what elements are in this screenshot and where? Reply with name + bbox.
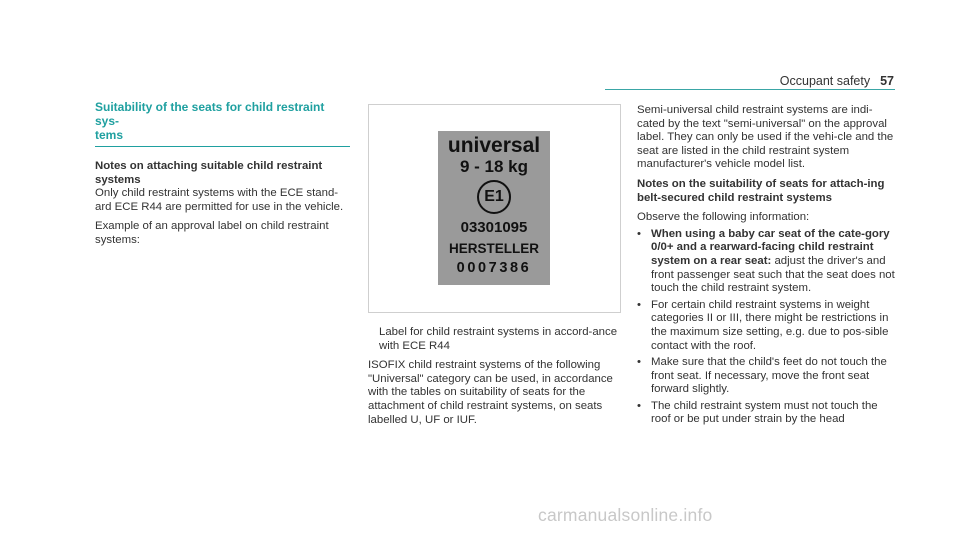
column-right [637,104,895,430]
watermark: carmanualsonline.info [538,505,713,525]
paragraph-isofix: ISOFIX child restraint systems of the following "Universal" category can be used, in accordance with the tables on suitability of seats for the attachment of child restraint systems, on seats labelled U, UF or IUF. [368,359,613,426]
subheading-belt-secured: Notes on the suitability of seats for attach-ing belt-secured child restraint systems [637,177,885,204]
list-item-text: adjust the driver's and front passenger seat such that the seat does not touch the child restraint system. [651,254,895,295]
column-middle [368,104,621,427]
label-manufacturer: HERSTELLER [448,241,539,256]
paragraph-ece-standard: Only child restraint systems with the ECE stand-ard ECE R44 are permitted for use in the vehicle. [95,187,344,213]
bullet-icon: • [637,356,641,369]
label-approval-number: 03301095 [460,219,528,236]
page-header [780,74,894,88]
bullet-icon: • [637,298,641,311]
header-rule [605,89,895,90]
list-item-text: The child restraint system must not touch the roof or be put under strain by the head [651,399,878,426]
label-serial: 0007386 [456,260,532,276]
bullet-icon: • [637,227,641,240]
page-number: 57 [880,74,894,88]
bullet-list [637,228,895,427]
bullet-icon: • [637,399,641,412]
paragraph-label-example: Example of an approval label on child restraint systems: [95,220,329,246]
paragraph-semi-universal: Semi-universal child restraint systems are indi-cated by the text "semi-universal" on the approval label. They can only be used if the vehi-cle and the seat are listed in the child restraint system manufacturer's vehicle model list. [637,104,894,171]
section-heading [95,100,350,142]
list-item [637,400,895,427]
approval-label-image [438,131,550,285]
heading-rule [95,146,350,147]
label-weight: 9 - 18 kg [459,157,529,176]
column-left [95,100,350,248]
section-title: Occupant safety [779,74,871,88]
list-item [637,228,895,296]
label-category: universal [447,134,541,157]
section-heading-line2: tems [95,128,124,142]
e-mark-icon: E1 [477,180,511,214]
paragraph-observe: Observe the following information: [637,211,810,224]
list-item-bold: When using a baby car seat of the cate-gory 0/0+ and a rearward-facing child restraint system on a rear seat: [651,227,890,267]
list-item [637,356,895,397]
section-heading-line1: Suitability of the seats for child restraint sys- [95,100,325,128]
list-item [637,299,895,353]
subheading-attaching: Notes on attaching suitable child restraint systems [95,160,323,186]
list-item-text: Make sure that the child's feet do not touch the front seat. If necessary, move the front seat forward slightly. [651,356,887,396]
list-item-text: For certain child restraint systems in weight categories II or III, there might be restrictions in the maximum size setting, e.g. due to pos-sible contact with the roof. [651,298,889,352]
figure-frame [368,104,621,313]
figure-caption: Label for child restraint systems in accord-ance with ECE R44 [379,326,618,352]
